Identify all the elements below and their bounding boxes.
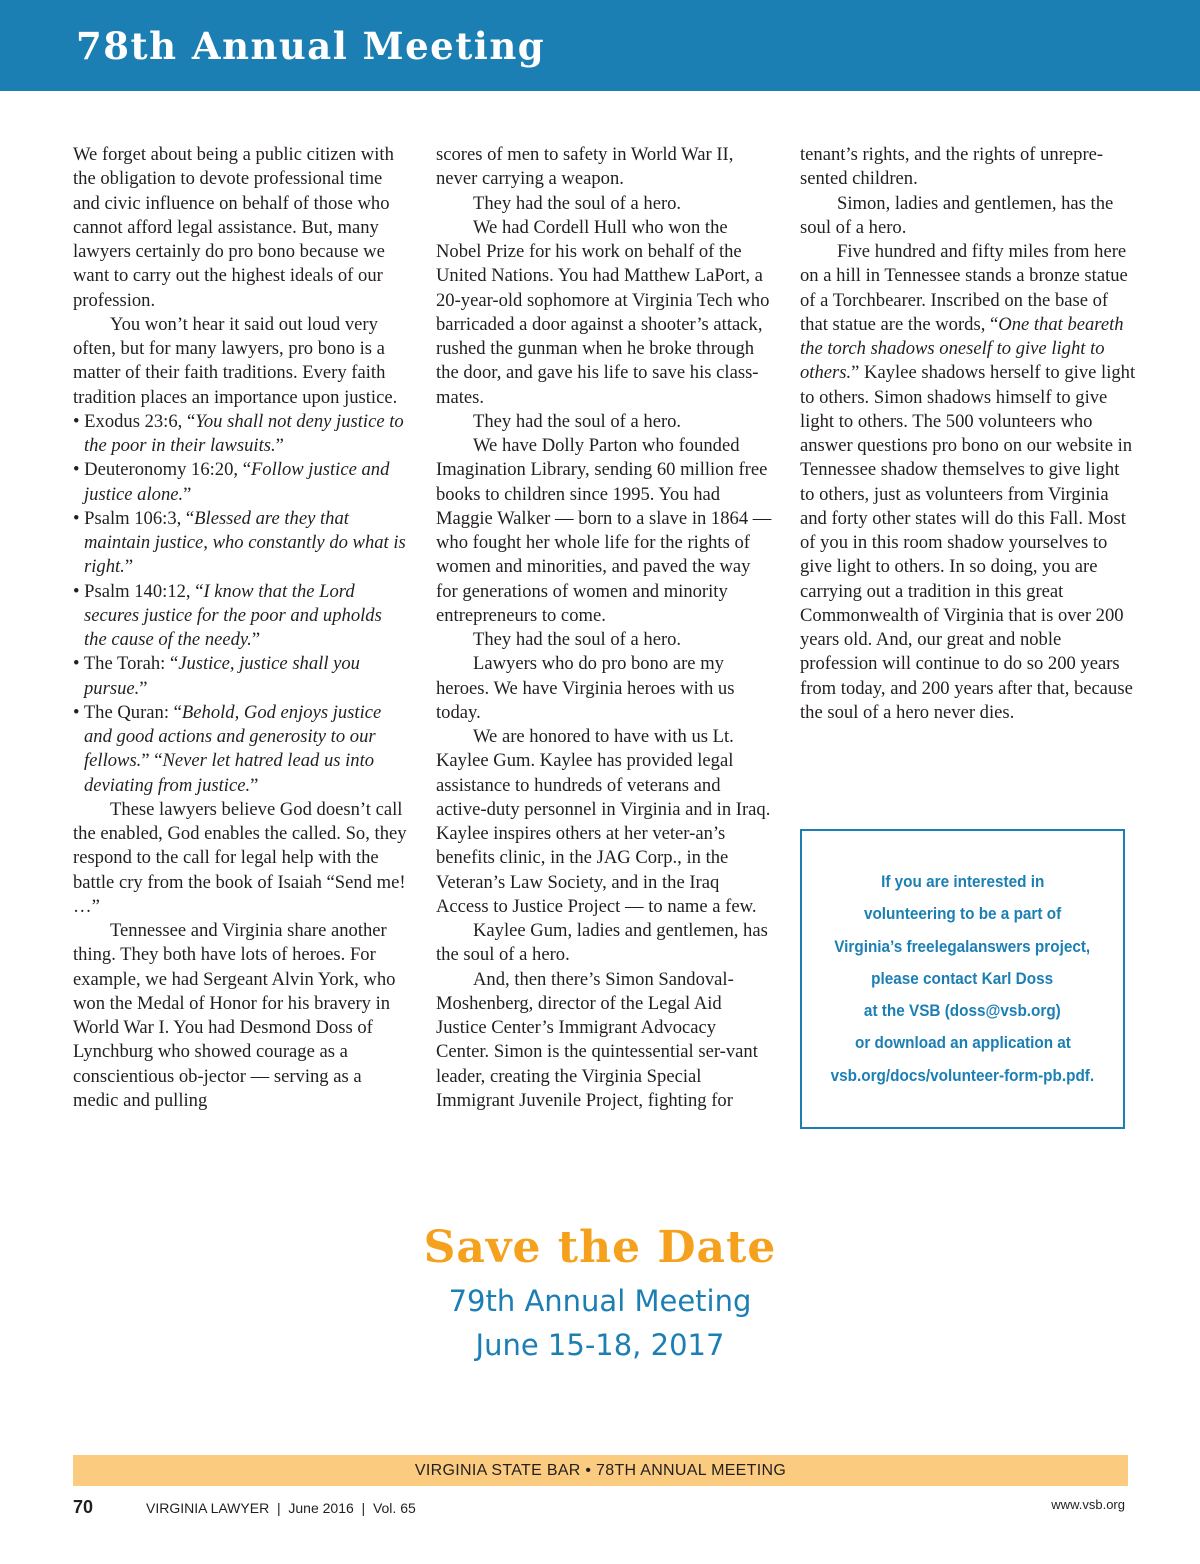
callout-line: Virginia’s freelegalanswers project,: [834, 936, 1091, 956]
article-column-3: [800, 143, 1136, 725]
paragraph: They had the soul of a hero.: [473, 192, 682, 214]
paragraph: We are honored to have with us Lt. Kaylee Gum. Kaylee has provided legal assistance to hundreds of veterans and active-duty personnel in Virginia and in Iraq. Kaylee inspires others at her veter-an’s benefits clinic, in the JAG Corp., in the Veteran’s Law Society, and in the Iraq Access to Justice Project — to name a few.: [436, 726, 771, 917]
callout-download-link[interactable]: vsb.org/docs/volunteer-form-pb.pdf.: [830, 1065, 1095, 1085]
header-band: [0, 0, 1200, 91]
callout-line: If you are interested in: [880, 871, 1045, 891]
callout-line: volunteering to be a part of: [863, 904, 1062, 924]
paragraph: They had the soul of a hero.: [473, 410, 682, 432]
volunteer-callout-box: [800, 829, 1125, 1129]
scripture-bullet: • The Quran: “Behold, God enjoys justice and good actions and generosity to our fellows.” “Never let hatred lead us into deviating from justice.”: [73, 701, 382, 796]
scripture-bullet: • Deuteronomy 16:20, “Follow justice and justice alone.”: [73, 459, 390, 505]
website-link[interactable]: www.vsb.org: [1051, 1497, 1125, 1512]
paragraph: Kaylee Gum, ladies and gentlemen, has the soul of a hero.: [436, 920, 768, 966]
callout-line: or download an application at: [854, 1033, 1071, 1053]
save-the-date-dates: June 15-18, 2017: [475, 1328, 725, 1362]
paragraph: We have Dolly Parton who founded Imagination Library, sending 60 million free books to children since 1995. You had Maggie Walker — born to a slave in 1864 — who fought her whole life for the rights of women and minorities, and paved the way for generations of women and minority entrepreneurs to come.: [436, 435, 772, 626]
page-header-title: 78th Annual Meeting: [76, 24, 546, 68]
footer-band: VIRGINIA STATE BAR • 78TH ANNUAL MEETING: [73, 1455, 1128, 1486]
publication-info: VIRGINIA LAWYER | June 2016 | Vol. 65: [146, 1500, 416, 1516]
scripture-bullet: • Psalm 140:12, “I know that the Lord secures justice for the poor and upholds the cause of the needy.”: [73, 580, 382, 650]
page-number: 70: [73, 1497, 94, 1517]
callout-email-line[interactable]: at the VSB (doss@vsb.org): [864, 1001, 1061, 1021]
paragraph: Simon, ladies and gentlemen, has the soul of a hero.: [800, 192, 1114, 238]
paragraph: And, then there’s Simon Sandoval-Moshenberg, director of the Legal Aid Justice Center’s Immigrant Advocacy Center. Simon is the quintessential ser-vant leader, creating the Virginia Special Immigrant Juvenile Project, fighting for: [436, 968, 758, 1111]
paragraph: They had the soul of a hero.: [473, 629, 682, 650]
paragraph: These lawyers believe God doesn’t call the enabled, God enables the called. So, they respond to the call for legal help with the battle cry from the book of Isaiah “Send me! …”: [73, 798, 407, 917]
scripture-bullet: • The Torah: “Justice, justice shall you pursue.”: [73, 653, 360, 699]
paragraph: Lawyers who do pro bono are my heroes. We have Virginia heroes with us today.: [436, 653, 735, 723]
article-column-2: [436, 143, 772, 1113]
paragraph: Tennessee and Virginia share another thing. They both have lots of heroes. For example, we had Sergeant Alvin York, who won the Medal of Honor for his bravery in World War I. You had Desmond Doss of Lynchburg who showed courage as a conscientious ob-jector — serving as a medic and pulling: [73, 920, 396, 1111]
article-column-1: [73, 143, 409, 1113]
paragraph: We had Cordell Hull who won the Nobel Prize for his work on behalf of the United Nations. You had Matthew LaPort, a 20-year-old sophomore at Virginia Tech who barricaded a door against a shooter’s attack, rushed the gunman when he broke through the door, and gave his life to save his class-mates.: [436, 216, 770, 408]
scripture-bullet: • Psalm 106:3, “Blessed are they that maintain justice, who constantly do what is right.”: [73, 507, 406, 578]
paragraph: You won’t hear it said out loud very often, but for many lawyers, pro bono is a matter of their faith traditions. Every faith tradition places an importance upon justice.: [73, 313, 398, 408]
callout-line: please contact Karl Doss: [871, 968, 1054, 988]
paragraph: We forget about being a public citizen with the obligation to devote professional time and civic influence on behalf of those who cannot afford legal assistance. But, many lawyers certainly do pro bono because we want to carry out the highest ideals of our profession.: [73, 144, 394, 311]
paragraph: tenant’s rights, and the rights of unrepre-sented children.: [800, 144, 1104, 190]
paragraph: scores of men to safety in World War II, never carrying a weapon.: [436, 144, 734, 190]
paragraph: Five hundred and fifty miles from here on a hill in Tennessee stands a bronze statue of a Torchbearer. Inscribed on the base of that statue are the words, “One that beareth the torch shadows oneself to give light to others.” Kaylee shadows herself to give light to others. Simon shadows himself to give light to others. The 500 volunteers who answer questions pro bono on our website in Tennessee shadow themselves to give light to others, just as volunteers from Virginia and forty other states will do this Fall. Most of you in this room shadow yourselves to give light to others. In so doing, you are carrying out a tradition in this great Commonwealth of Virginia that is over 200 years old. And, our great and noble profession will continue to do so 200 years from today, and 200 years after that, because the soul of a hero never dies.: [800, 241, 1136, 723]
save-the-date-title: Save the Date: [423, 1222, 777, 1273]
save-the-date-event: 79th Annual Meeting: [448, 1284, 752, 1318]
scripture-bullet: • Exodus 23:6, “You shall not deny justice to the poor in their lawsuits.”: [73, 410, 404, 456]
